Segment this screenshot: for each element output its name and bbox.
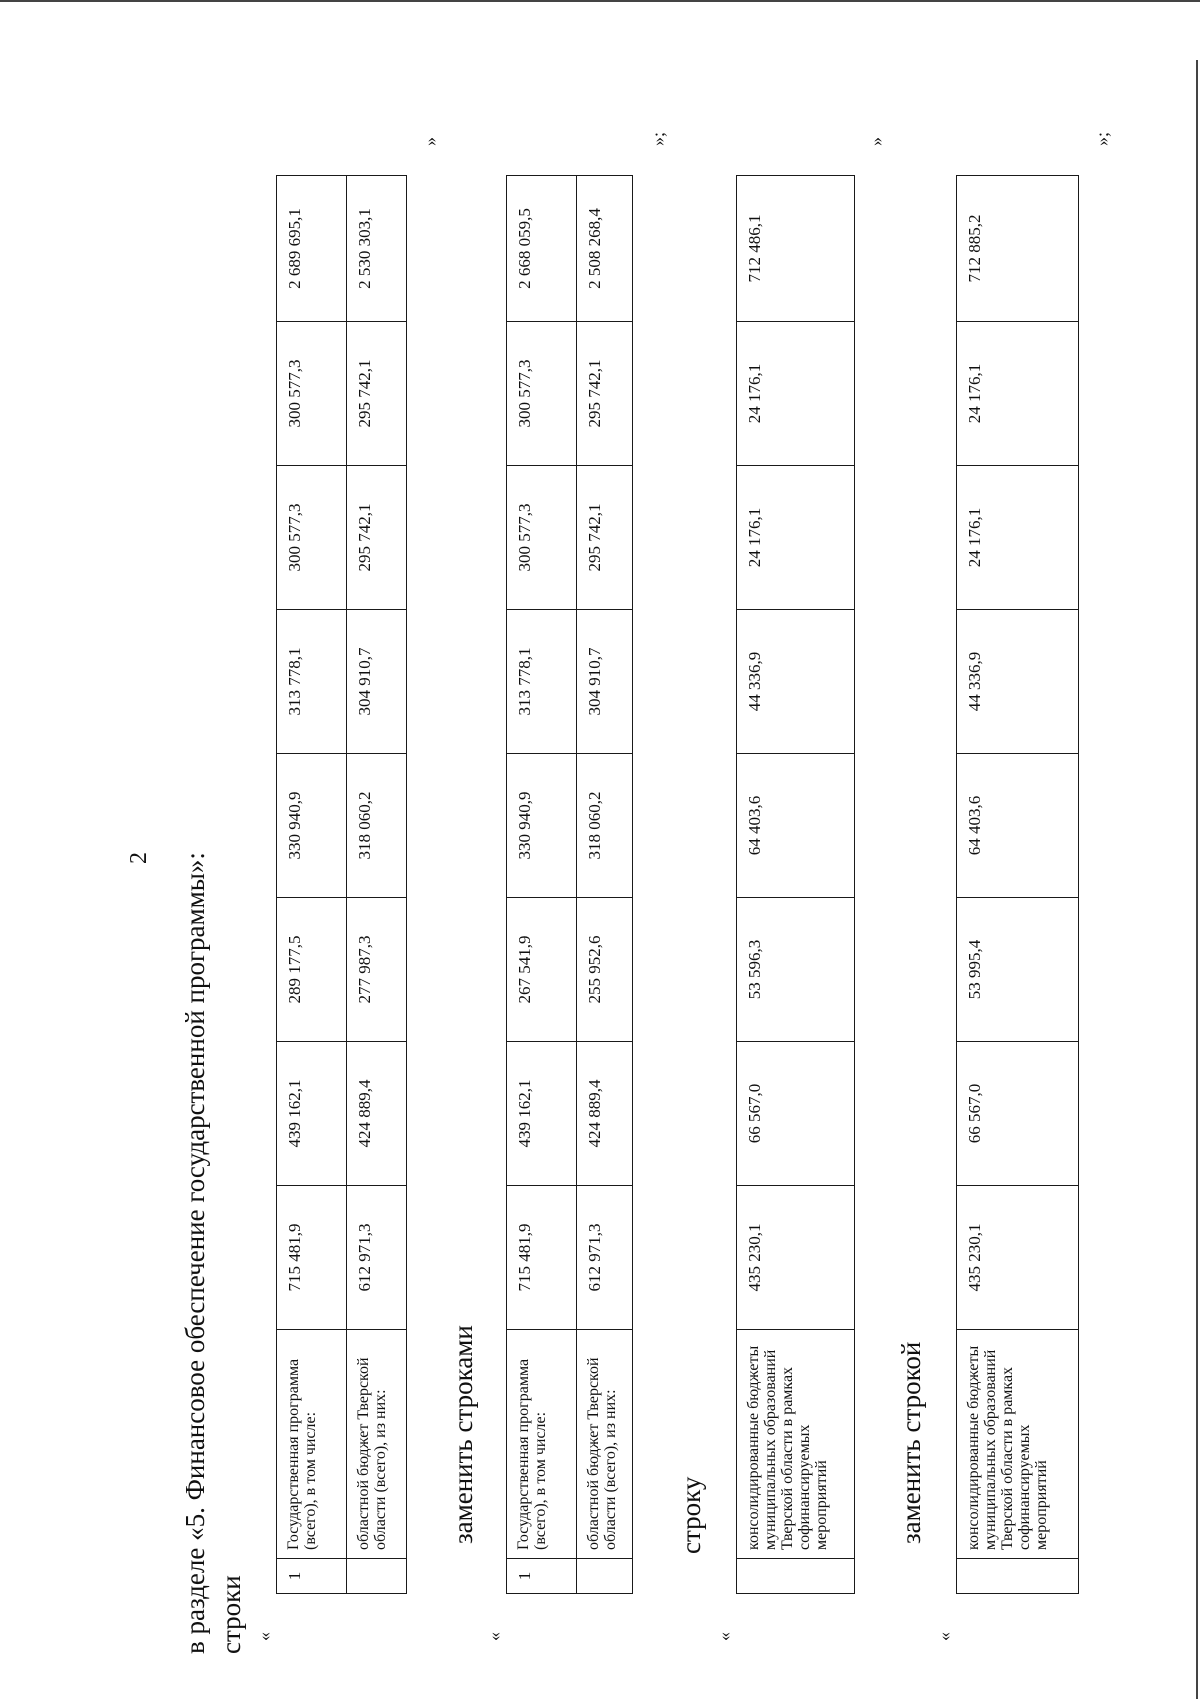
value-cell: 295 742,1 [577, 322, 633, 466]
row-number [577, 1559, 633, 1594]
row-label: областной бюджет Тверской области (всего), из них: [577, 1330, 633, 1559]
block-caption: строки [216, 1575, 246, 1654]
value-cell: 24 176,1 [957, 466, 1079, 610]
table-row [577, 176, 633, 1594]
value-cell: 330 940,9 [507, 754, 577, 898]
value-cell: 715 481,9 [507, 1186, 577, 1330]
row-number [737, 1559, 855, 1594]
value-cell: 277 987,3 [347, 898, 407, 1042]
table-row [737, 176, 855, 1594]
finance-table [276, 175, 407, 1594]
row-label: консолидированные бюджеты муниципальных образований Тверской области в рамках софинансируемых мероприятий [957, 1330, 1079, 1559]
value-cell: 424 889,4 [577, 1042, 633, 1186]
close-quote: » [420, 137, 440, 146]
value-cell: 255 952,6 [577, 898, 633, 1042]
block-caption: заменить строками [448, 1325, 478, 1544]
block-caption: строку [676, 1476, 706, 1554]
value-cell: 304 910,7 [347, 610, 407, 754]
row-label: областной бюджет Тверской области (всего), из них: [347, 1330, 407, 1559]
table-row [277, 176, 347, 1594]
value-cell: 289 177,5 [277, 898, 347, 1042]
value-cell: 64 403,6 [957, 754, 1079, 898]
open-quote: « [714, 1632, 734, 1641]
value-cell: 267 541,9 [507, 898, 577, 1042]
value-cell: 612 971,3 [577, 1186, 633, 1330]
value-cell: 295 742,1 [577, 466, 633, 610]
value-cell: 53 596,3 [737, 898, 855, 1042]
value-cell: 318 060,2 [577, 754, 633, 898]
value-cell: 435 230,1 [737, 1186, 855, 1330]
value-cell: 318 060,2 [347, 754, 407, 898]
row-label: консолидированные бюджеты муниципальных образований Тверской области в рамках софинансируемых мероприятий [737, 1330, 855, 1559]
close-quote-semicolon: »; [648, 131, 668, 146]
section-intro: в разделе «5. Финансовое обеспечение государственной программы»: [180, 852, 210, 1654]
close-quote: » [866, 137, 886, 146]
open-quote: « [254, 1632, 274, 1641]
page-number: 2 [126, 852, 152, 864]
close-quote-semicolon: »; [1092, 131, 1112, 146]
table-row [507, 176, 577, 1594]
value-cell: 300 577,3 [277, 466, 347, 610]
row-label: Государственная программа (всего), в том числе: [507, 1330, 577, 1559]
value-cell: 66 567,0 [957, 1042, 1079, 1186]
open-quote: « [484, 1632, 504, 1641]
value-cell: 330 940,9 [277, 754, 347, 898]
value-cell: 439 162,1 [277, 1042, 347, 1186]
open-quote: « [934, 1632, 954, 1641]
value-cell: 24 176,1 [737, 466, 855, 610]
value-cell: 2 530 303,1 [347, 176, 407, 322]
value-cell: 295 742,1 [347, 466, 407, 610]
row-number: 1 [277, 1559, 347, 1594]
value-cell: 2 668 059,5 [507, 176, 577, 322]
value-cell: 304 910,7 [577, 610, 633, 754]
value-cell: 300 577,3 [277, 322, 347, 466]
value-cell: 715 481,9 [277, 1186, 347, 1330]
value-cell: 612 971,3 [347, 1186, 407, 1330]
finance-table [956, 175, 1079, 1594]
value-cell: 300 577,3 [507, 322, 577, 466]
row-number: 1 [507, 1559, 577, 1594]
row-number [957, 1559, 1079, 1594]
block-caption: заменить строкой [896, 1341, 926, 1544]
finance-table [506, 175, 633, 1594]
value-cell: 439 162,1 [507, 1042, 577, 1186]
value-cell: 313 778,1 [507, 610, 577, 754]
value-cell: 44 336,9 [957, 610, 1079, 754]
finance-table [736, 175, 855, 1594]
value-cell: 300 577,3 [507, 466, 577, 610]
value-cell: 712 486,1 [737, 176, 855, 322]
value-cell: 712 885,2 [957, 176, 1079, 322]
value-cell: 313 778,1 [277, 610, 347, 754]
table-row [957, 176, 1079, 1594]
value-cell: 24 176,1 [737, 322, 855, 466]
value-cell: 24 176,1 [957, 322, 1079, 466]
value-cell: 64 403,6 [737, 754, 855, 898]
value-cell: 2 689 695,1 [277, 176, 347, 322]
row-number [347, 1559, 407, 1594]
value-cell: 44 336,9 [737, 610, 855, 754]
value-cell: 435 230,1 [957, 1186, 1079, 1330]
value-cell: 295 742,1 [347, 322, 407, 466]
row-label: Государственная программа (всего), в том числе: [277, 1330, 347, 1559]
value-cell: 424 889,4 [347, 1042, 407, 1186]
table-row [347, 176, 407, 1594]
value-cell: 53 995,4 [957, 898, 1079, 1042]
value-cell: 2 508 268,4 [577, 176, 633, 322]
value-cell: 66 567,0 [737, 1042, 855, 1186]
